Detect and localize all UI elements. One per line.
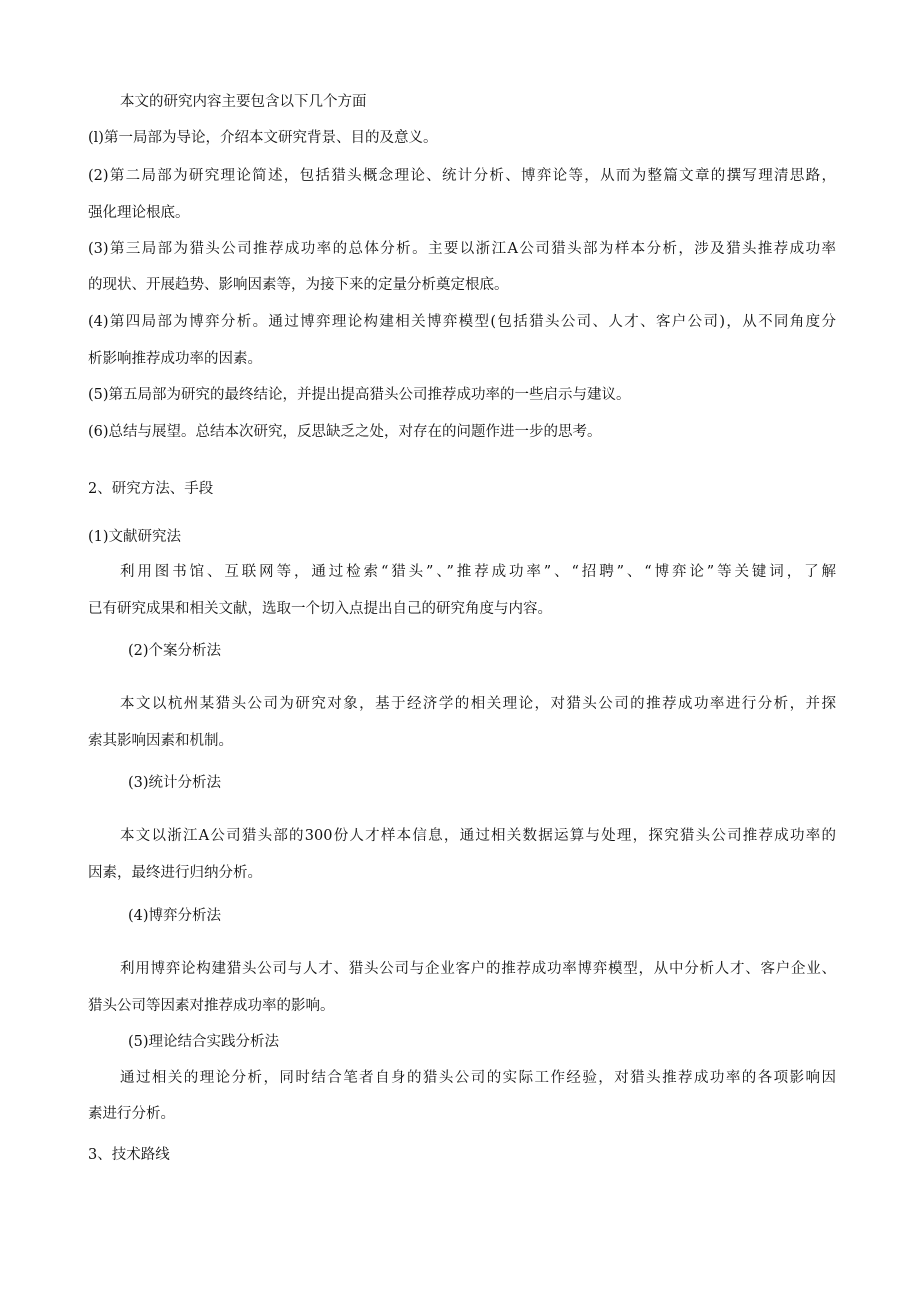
- method-3-heading: (3)统计分析法: [128, 775, 222, 791]
- method-1-heading: (1)文献研究法: [88, 529, 182, 545]
- method-3-line1: 本文以浙江A公司猎头部的300份人才样本信息，通过相关数据运算与处理，探究猎头公司推荐成功率的: [120, 828, 836, 844]
- content-item-3-line2: 的现状、开展趋势、影响因素等，为接下来的定量分析奠定根底。: [88, 277, 509, 293]
- content-item-2-line1: (2)第二局部为研究理论简述，包括猎头概念理论、统计分析、博弈论等，从而为整篇文章的撰写理清思路，: [88, 168, 836, 184]
- method-2-line2: 索其影响因素和机制。: [88, 733, 233, 749]
- content-item-2-line2: 强化理论根底。: [88, 205, 190, 221]
- method-5-line1: 通过相关的理论分析，同时结合笔者自身的猎头公司的实际工作经验，对猎头推荐成功率的各项影响因: [120, 1070, 836, 1086]
- method-4-line2: 猎头公司等因素对推荐成功率的影响。: [88, 998, 335, 1014]
- content-item-4-line2: 析影响推荐成功率的因素。: [88, 351, 262, 367]
- content-item-5: (5)第五局部为研究的最终结论，并提出提高猎头公司推荐成功率的一些启示与建议。: [88, 387, 631, 403]
- section-heading-methods: 2、研究方法、手段: [88, 481, 214, 497]
- method-5-line2: 素进行分析。: [88, 1106, 175, 1122]
- method-3-line2: 因素，最终进行归纳分析。: [88, 865, 262, 881]
- content-item-1: (l)第一局部为导论，介绍本文研究背景、目的及意义。: [88, 130, 438, 146]
- intro-paragraph: 本文的研究内容主要包含以下几个方面: [120, 94, 367, 110]
- section-heading-technical-route: 3、技术路线: [88, 1147, 170, 1163]
- content-item-6: (6)总结与展望。总结本次研究，反思缺乏之处，对存在的问题作进一步的思考。: [88, 424, 602, 440]
- content-item-3-line1: (3)第三局部为猎头公司推荐成功率的总体分析。主要以浙江A公司猎头部为样本分析，涉及猎头推荐成功率: [88, 241, 836, 257]
- content-item-4-line1: (4)第四局部为博弈分析。通过博弈理论构建相关博弈模型(包括猎头公司、人才、客户公司)，从不同角度分: [88, 314, 836, 330]
- method-5-heading: (5)理论结合实践分析法: [128, 1034, 280, 1050]
- method-1-line1: 利用图书馆、互联网等，通过检索“猎头”、”推荐成功率”、“招聘”、“博弈论”等关键词，了解: [120, 564, 836, 580]
- method-1-line2: 已有研究成果和相关文献，选取一个切入点提出自己的研究角度与内容。: [88, 601, 552, 617]
- method-4-heading: (4)博弈分析法: [128, 908, 222, 924]
- method-4-line1: 利用博弈论构建猎头公司与人才、猎头公司与企业客户的推荐成功率博弈模型，从中分析人才、客户企业、: [120, 961, 836, 977]
- method-2-heading: (2)个案分析法: [128, 643, 222, 659]
- method-2-line1: 本文以杭州某猎头公司为研究对象，基于经济学的相关理论，对猎头公司的推荐成功率进行分析，并探: [120, 696, 836, 712]
